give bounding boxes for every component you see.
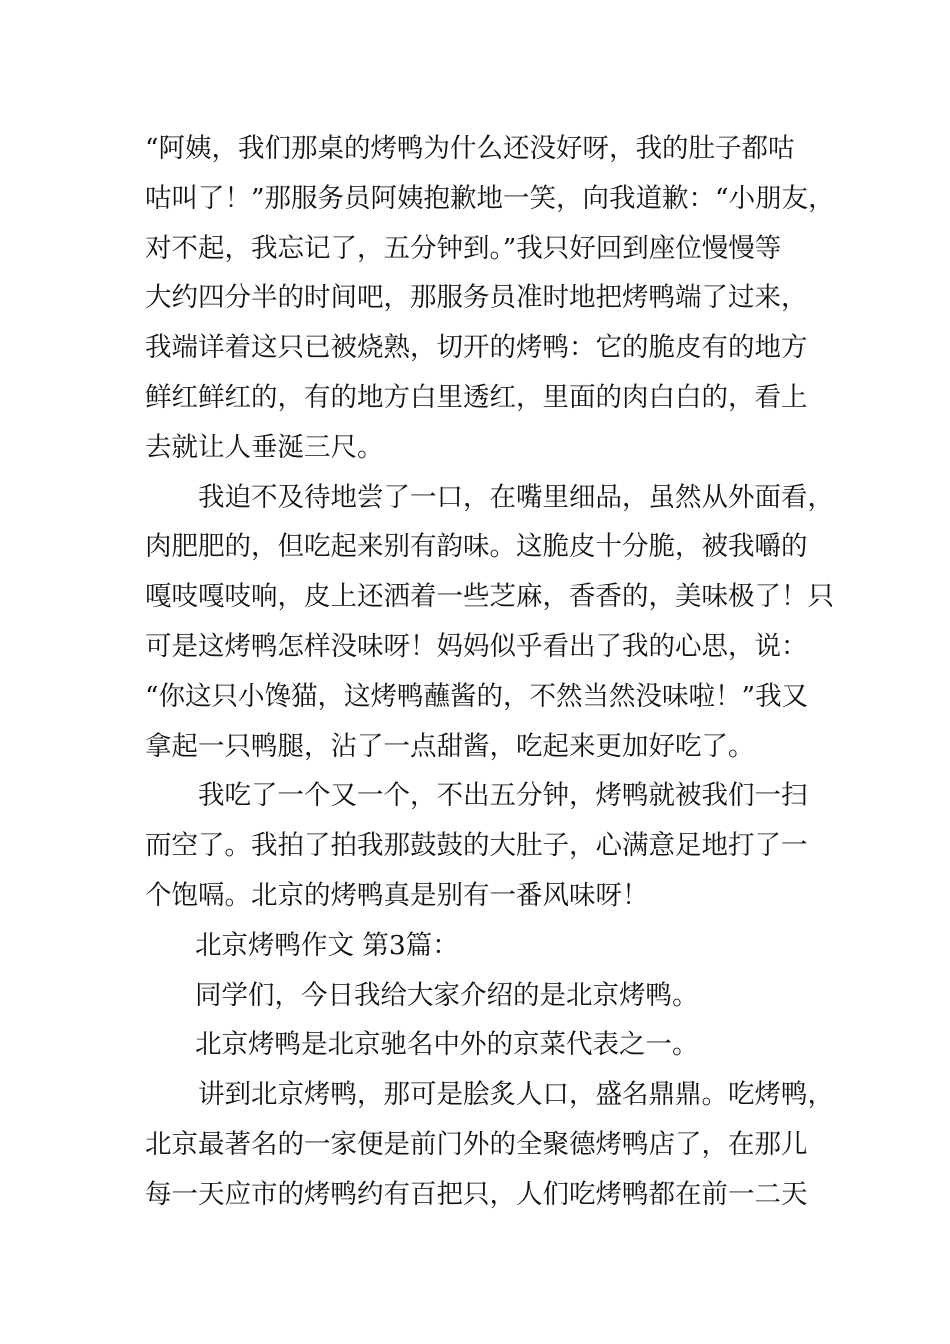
paragraph-start-line: 同学们，今日我给大家介绍的是北京烤鸭。: [195, 979, 699, 1011]
text-line: 而空了。我拍了拍我那鼓鼓的大肚子，心满意足地打了一: [145, 830, 808, 862]
text-line: 拿起一只鸭腿，沾了一点甜酱，吃起来更加好吃了。: [145, 730, 755, 762]
paragraph-start-line: 我吃了一个又一个，不出五分钟，烤鸭就被我们一扫: [198, 780, 808, 812]
text-line: 嘎吱嘎吱响，皮上还洒着一些芝麻，香香的，美味极了！只: [145, 581, 834, 613]
text-line: 肉肥肥的，但吃起来别有韵味。这脆皮十分脆，被我嚼的: [145, 531, 808, 563]
text-line: “你这只小馋猫，这烤鸭蘸酱的，不然当然没味啦！”我又: [145, 680, 809, 712]
text-line: 大约四分半的时间吧，那服务员准时地把烤鸭端了过来，: [145, 282, 808, 314]
text-line: 北京最著名的一家便是前门外的全聚德烤鸭店了，在那儿: [145, 1128, 808, 1160]
text-line: “阿姨，我们那桌的烤鸭为什么还没好呀，我的肚子都咕: [145, 133, 795, 164]
text-line: 可是这烤鸭怎样没味呀！妈妈似乎看出了我的心思，说：: [145, 630, 808, 662]
text-line: 对不起，我忘记了，五分钟到。”我只好回到座位慢慢等: [145, 232, 782, 264]
text-line: 个饱嗝。北京的烤鸭真是别有一番风味呀！: [145, 879, 649, 911]
text-line: 去就让人垂涎三尺。: [145, 431, 384, 463]
text-line: 每一天应市的烤鸭约有百把只，人们吃烤鸭都在前一二天: [145, 1178, 808, 1210]
text-line: 咕叫了！”那服务员阿姨抱歉地一笑，向我道歉：“小朋友，: [145, 182, 835, 214]
text-line: 鲜红鲜红的，有的地方白里透红，里面的肉白白的，看上: [145, 381, 808, 413]
section-heading: 北京烤鸭作文 第3篇：: [195, 929, 459, 961]
text-line: 我端详着这只已被烧熟，切开的烤鸭：它的脆皮有的地方: [145, 332, 808, 364]
document-body: [145, 124, 835, 1220]
paragraph-start-line: 讲到北京烤鸭，那可是脍炙人口，盛名鼎鼎。吃烤鸭，: [198, 1079, 834, 1111]
paragraph-start-line: 我迫不及待地尝了一口，在嘴里细品，虽然从外面看，: [198, 481, 834, 513]
paragraph-start-line: 北京烤鸭是北京驰名中外的京菜代表之一。: [195, 1029, 699, 1061]
